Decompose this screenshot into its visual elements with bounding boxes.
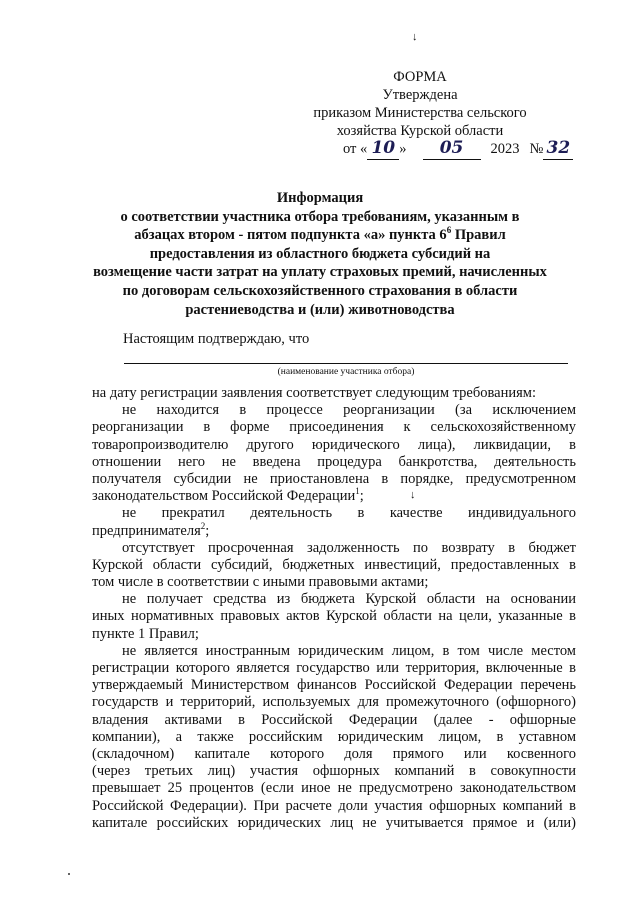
participant-name-caption: (наименование участника отбора) — [277, 367, 415, 377]
p5-line: компании), а также российским юридическим лицом, в уставном — [92, 728, 576, 745]
p3-line: Курской области субсидий, бюджетных инвестиций, предоставленных в — [92, 556, 576, 573]
p5-line: регистрации которого является государство или территория, включенные в — [92, 660, 576, 676]
approved-label: Утверждена — [382, 87, 458, 103]
p1-line: получателя субсидии не приостановлена в порядке, предусмотренном — [92, 470, 576, 487]
p4-line: иных нормативных правовых актов Курской области на цели, указанные в — [92, 608, 576, 625]
p2-last-line — [92, 520, 576, 540]
body-text — [92, 385, 576, 832]
p1-line: реорганизации в форме присоединения к сельскохозяйственному — [92, 419, 576, 436]
title-line-5: возмещение части затрат на уплату страховых премий, начисленных — [93, 264, 547, 281]
scan-dot — [68, 873, 70, 875]
title-superscript: 6 — [446, 225, 452, 236]
date-day-handwritten: 10 — [371, 138, 396, 158]
p1-end: ; — [359, 488, 364, 505]
p1-line: отношении него не введена процедура банкротства, деятельность — [92, 453, 576, 470]
footnote-ref-1: 1 — [355, 486, 360, 497]
p5-line: (через третьих лиц) участия офшорных компаний в совокупности — [92, 763, 576, 780]
p5-line: утверждаемый Министерством финансов Российской Федерации перечень — [92, 677, 576, 694]
title-line-2: о соответствии участника отбора требованиям, указанным в — [120, 208, 520, 225]
title-line-3-text: абзацах втором - пятом подпункта «а» пункта 6 — [134, 227, 447, 244]
p2-last-text: предпринимателя — [92, 522, 201, 539]
intro-text: Настоящим подтверждаю, что — [123, 331, 310, 347]
p5-line: Российской Федерации). При расчете доли участия офшорных компаний в — [92, 797, 576, 814]
p4-line: не получает средства из бюджета Курской области на основании — [122, 591, 576, 608]
order-line-1: приказом Министерства сельского — [313, 105, 527, 121]
order-line-2: хозяйства Курской области — [336, 123, 504, 139]
title-line-1: Информация — [276, 190, 364, 206]
date-year: 2023 — [490, 141, 520, 157]
date-prefix: от « — [343, 141, 368, 157]
p5-line: превышает 25 процентов (если иное не предусмотрено законодательством — [92, 780, 576, 797]
scan-mark-middle: ↓ — [410, 489, 416, 501]
p5-line: не является иностранным юридическим лицом, в том числе местом — [122, 642, 576, 659]
p5-line: капитале российских юридических лиц не учитывается прямое и (или) — [92, 814, 576, 831]
p1-line: товаропроизводителю другого юридического лица), ликвидации, в — [92, 436, 576, 453]
p5-line: владения активами в Российской Федерации (далее - офшорные — [92, 711, 576, 728]
title-line-4: предоставления из областного бюджета субсидий на — [149, 245, 491, 262]
document-title — [60, 189, 580, 319]
p4-last-line: пункте 1 Правил; — [92, 625, 199, 642]
p5-line: (складочном) капитале которого доля прямого или косвенного — [92, 745, 576, 762]
p2-end: ; — [205, 522, 210, 539]
body-lead: на дату регистрации заявления соответствует следующим требованиям: — [92, 385, 536, 401]
p3-last-line: том числе в соответствии с иными правовыми актами; — [92, 574, 429, 591]
p2-line: не прекратил деятельность в качестве индивидуального — [122, 505, 576, 522]
p1-last-text: законодательством Российской Федерации — [92, 488, 356, 505]
date-line — [343, 138, 573, 160]
title-line-7: растениеводства и (или) животноводства — [185, 301, 455, 318]
number-handwritten: 32 — [546, 138, 571, 158]
date-mid: » — [399, 141, 407, 157]
p1-last-line — [92, 488, 576, 505]
footnote-ref-2: 2 — [200, 520, 206, 531]
title-line-3 — [60, 226, 580, 245]
p5-line: государств и территорий, используемых для промежуточного (офшорного) — [92, 694, 576, 711]
p1-line: не находится в процессе реорганизации (за исключением — [122, 402, 576, 419]
title-line-3-end: Правил — [451, 227, 506, 244]
scan-mark-top: ↓ — [412, 31, 418, 43]
title-line-6: по договорам сельскохозяйственного страхования в области — [122, 282, 518, 299]
p3-line: отсутствует просроченная задолженность по возврату в бюджет — [122, 539, 576, 556]
date-month-handwritten: 05 — [439, 138, 464, 158]
number-sign: № — [529, 141, 544, 157]
participant-name-blank — [124, 363, 568, 364]
form-label: ФОРМА — [393, 69, 447, 85]
